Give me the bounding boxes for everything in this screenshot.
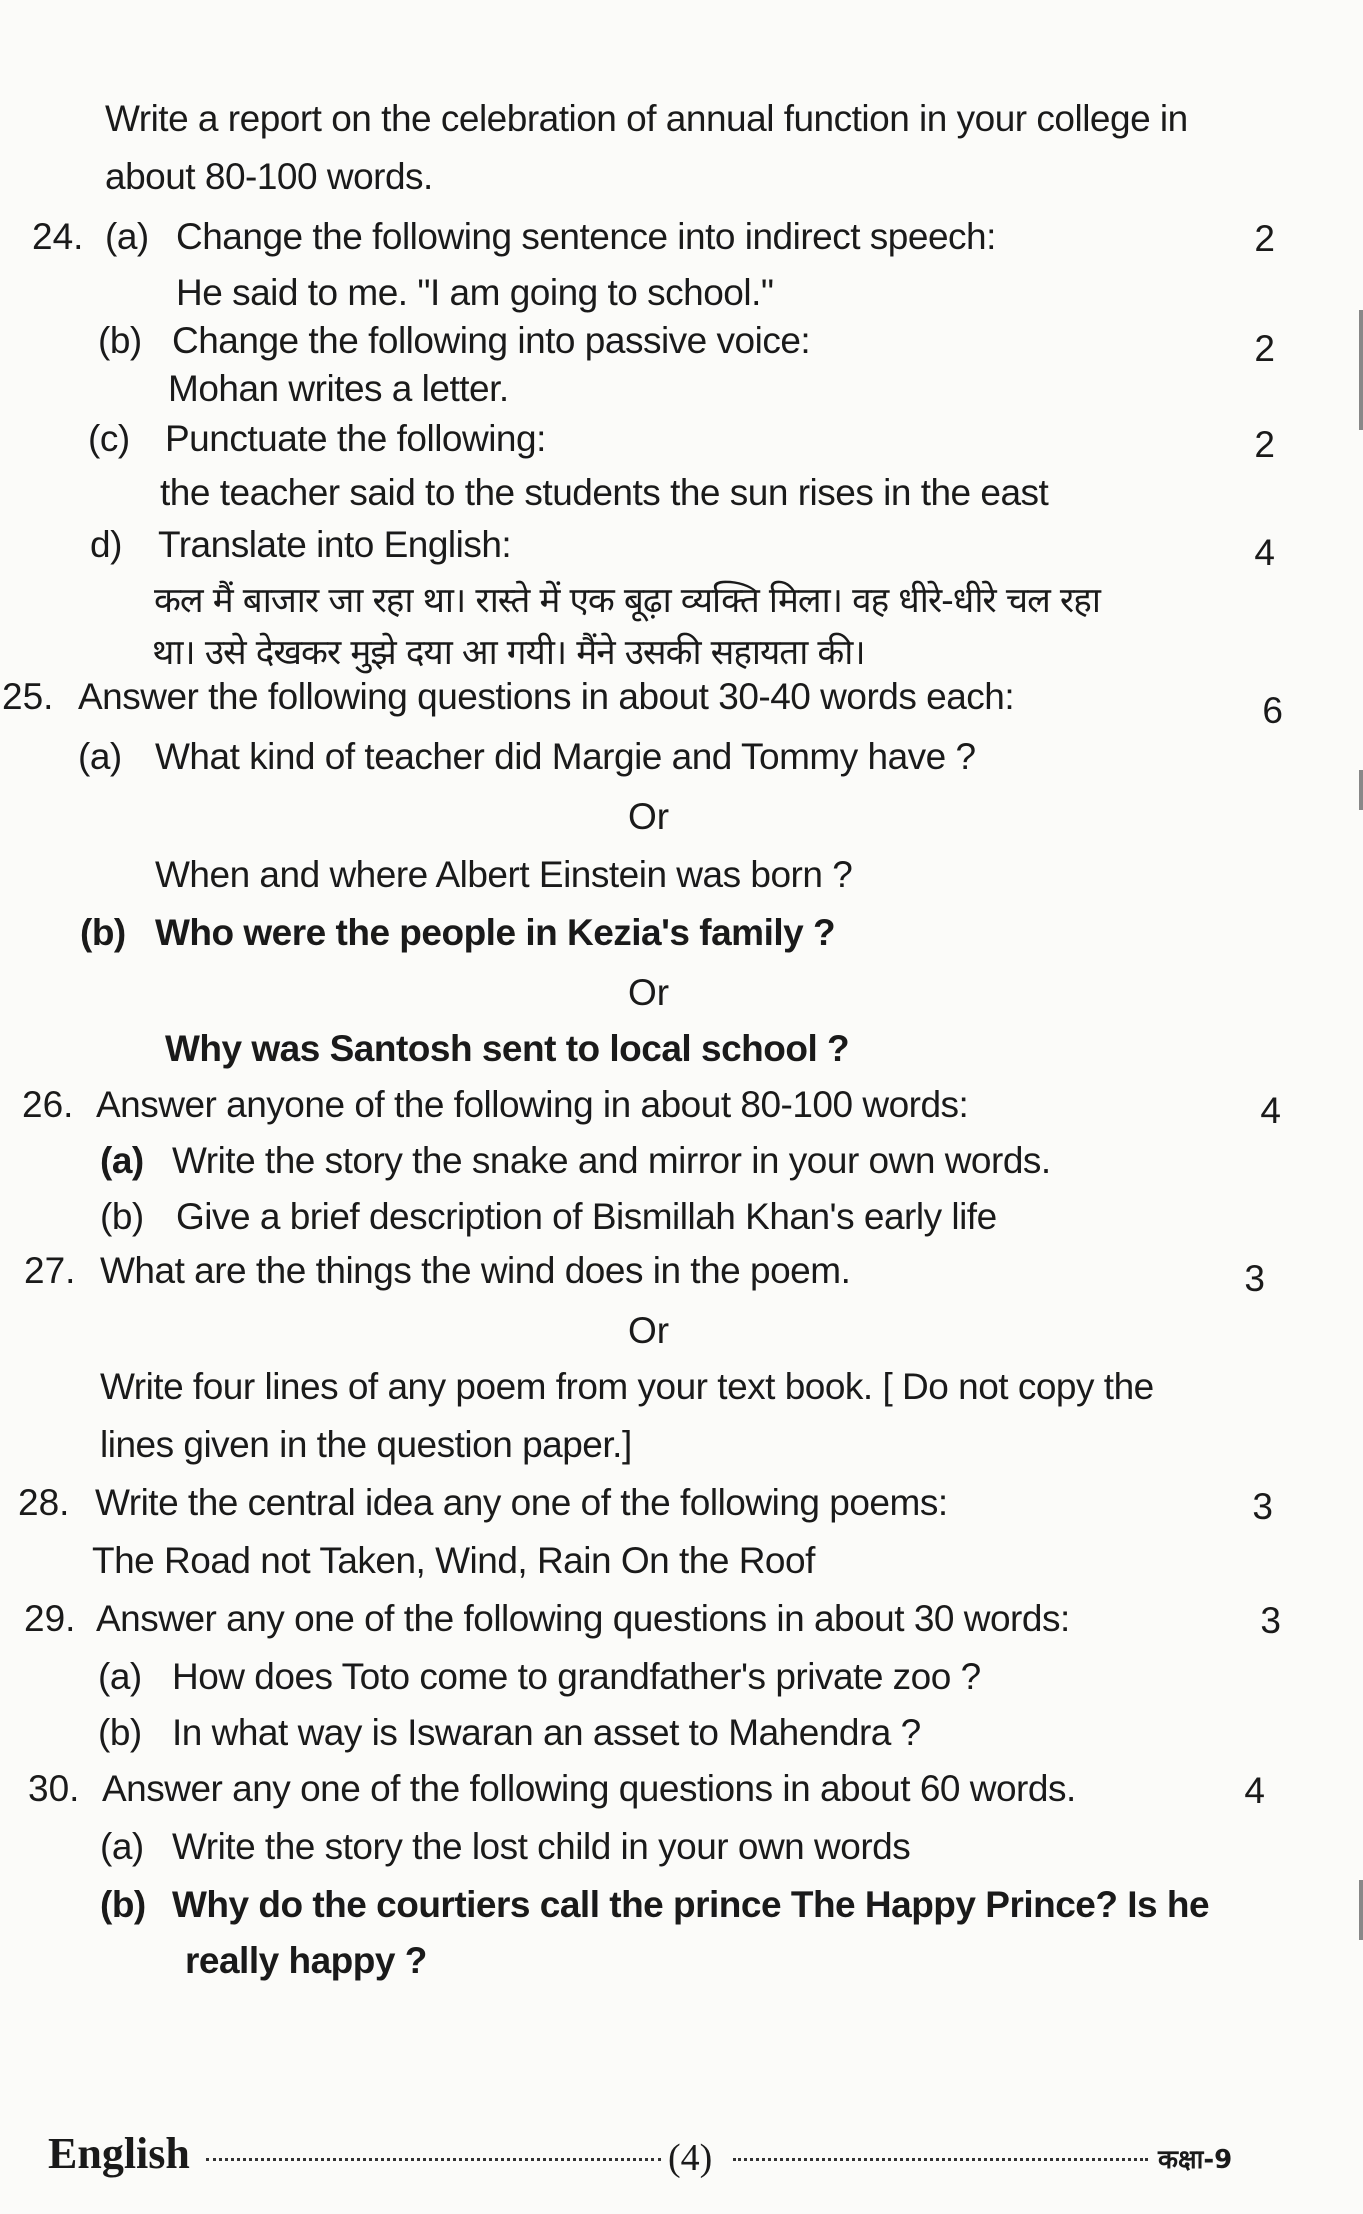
- q24a-text: Change the following sentence into indirect speech:: [176, 216, 996, 257]
- q24d-hindi-line-2: था। उसे देखकर मुझे दया आ गयी। मैंने उसकी सहायता की।: [152, 633, 865, 673]
- q26a-text: Write the story the snake and mirror in your own words.: [172, 1140, 1051, 1181]
- q24c-text: Punctuate the following:: [165, 418, 546, 459]
- page-footer: [48, 2128, 1278, 2178]
- q26b-text: Give a brief description of Bismillah Khan's early life: [176, 1196, 997, 1237]
- q30-text: Answer any one of the following questions in about 60 words.: [102, 1768, 1076, 1809]
- q30a-label: (a): [100, 1826, 144, 1867]
- intro-line-2: about 80-100 words.: [105, 156, 433, 197]
- q30b-label: (b): [100, 1884, 146, 1925]
- scan-edge-mark-2: [1359, 770, 1363, 810]
- q26b-label: (b): [100, 1196, 144, 1237]
- q24d-mark: 4: [1254, 532, 1275, 573]
- q25a-alt: When and where Albert Einstein was born ?: [155, 854, 853, 895]
- q27-number: 27.: [24, 1250, 76, 1291]
- q29b-text: In what way is Iswaran an asset to Mahendra ?: [172, 1712, 921, 1753]
- q25b-label: (b): [80, 912, 126, 953]
- scan-edge-mark-1: [1359, 310, 1363, 430]
- q30-mark: 4: [1244, 1770, 1265, 1811]
- q30b-text: Why do the courtiers call the prince The Happy Prince? Is he: [172, 1884, 1210, 1925]
- q29a-label: (a): [98, 1656, 142, 1697]
- q24b-label: (b): [98, 320, 142, 361]
- q27-alt-line-1: Write four lines of any poem from your text book. [ Do not copy the: [100, 1366, 1154, 1407]
- footer-subject: English: [48, 2129, 190, 2178]
- q29b-label: (b): [98, 1712, 142, 1753]
- footer-page-number: (4): [668, 2137, 713, 2179]
- q25-or-1: Or: [628, 796, 670, 837]
- q28-sub: The Road not Taken, Wind, Rain On the Roof: [92, 1540, 815, 1581]
- q24-number: 24.: [32, 216, 84, 257]
- q28-mark: 3: [1252, 1486, 1273, 1527]
- q30-number: 30.: [28, 1768, 80, 1809]
- q24c-label: (c): [88, 418, 130, 459]
- q24b-sub: Mohan writes a letter.: [168, 368, 509, 409]
- q24d-text: Translate into English:: [158, 524, 512, 565]
- q24a-mark: 2: [1254, 218, 1275, 259]
- q24c-sub: the teacher said to the students the sun rises in the east: [160, 472, 1049, 513]
- q28-text: Write the central idea any one of the following poems:: [95, 1482, 948, 1523]
- q24b-mark: 2: [1254, 328, 1275, 369]
- q29-text: Answer any one of the following questions in about 30 words:: [96, 1598, 1070, 1639]
- q30a-text: Write the story the lost child in your own words: [172, 1826, 911, 1867]
- q26-number: 26.: [22, 1084, 74, 1125]
- q24b-text: Change the following into passive voice:: [172, 320, 811, 361]
- q25-number: 25.: [2, 676, 54, 717]
- q24a-sub: He said to me. "I am going to school.": [176, 272, 774, 313]
- q27-mark: 3: [1244, 1258, 1265, 1299]
- q24a-label: (a): [105, 216, 149, 257]
- q26-text: Answer anyone of the following in about 80-100 words:: [96, 1084, 969, 1125]
- q25b-alt: Why was Santosh sent to local school ?: [165, 1028, 850, 1069]
- q26a-label: (a): [100, 1140, 144, 1181]
- q25a-text: What kind of teacher did Margie and Tommy have ?: [155, 736, 976, 777]
- q25-mark: 6: [1262, 690, 1283, 731]
- intro-line-1: Write a report on the celebration of annual function in your college in: [105, 98, 1188, 139]
- q25b-text: Who were the people in Kezia's family ?: [155, 912, 836, 953]
- q29a-text: How does Toto come to grandfather's private zoo ?: [172, 1656, 981, 1697]
- q29-number: 29.: [24, 1598, 76, 1639]
- q29-mark: 3: [1260, 1600, 1281, 1641]
- footer-dots-left: [206, 2158, 661, 2161]
- q25-or-2: Or: [628, 972, 670, 1013]
- q26-mark: 4: [1260, 1090, 1281, 1131]
- q30b-text-line-2: really happy ?: [185, 1940, 427, 1981]
- q28-number: 28.: [18, 1482, 70, 1523]
- q24d-label: d): [90, 524, 122, 565]
- footer-dots-right: [733, 2158, 1148, 2161]
- q27-text: What are the things the wind does in the poem.: [100, 1250, 851, 1291]
- footer-class: कक्षा-9: [1158, 2145, 1233, 2175]
- q27-alt-line-2: lines given in the question paper.]: [100, 1424, 632, 1465]
- scan-edge-mark-3: [1359, 1880, 1363, 1940]
- q24c-mark: 2: [1254, 424, 1275, 465]
- q25a-label: (a): [78, 736, 122, 777]
- q25-text: Answer the following questions in about 30-40 words each:: [78, 676, 1015, 717]
- q24d-hindi-line-1: कल मैं बाजार जा रहा था। रास्ते में एक बूढ़ा व्यक्ति मिला। वह धीरे-धीरे चल रहा: [154, 581, 1100, 621]
- q27-or: Or: [628, 1310, 670, 1351]
